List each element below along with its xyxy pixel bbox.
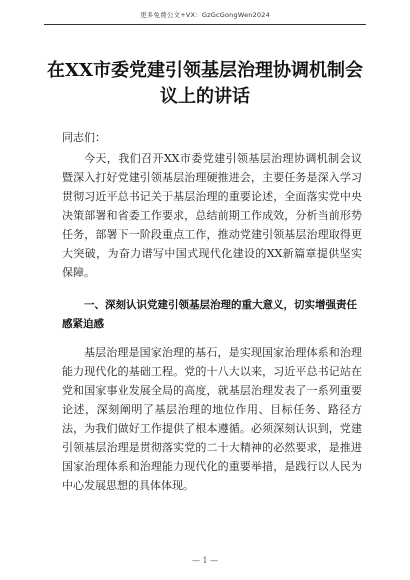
paragraph-intro: 今天，我们召开XX市委党建引领基层治理协调机制会议暨深入打好党建引领基层治理硬推进会，主要任务是深入学习贯彻习近平总书记关于基层治理的重要论述，全面落实党中央决策部署和省委工作要求，总结前期工作成效，分析当前形势任务，部署下一阶段重点工作，推动党建引领基层治理取得更大突破，为奋力谱写中国式现代化建设的XX新篇章提供坚实保障。 (62, 152, 362, 279)
header-note: 更多免费公文+VX：GzGcGongWen2024 (140, 11, 270, 19)
document-title: 在XX市委党建引领基层治理协调机制会议上的讲话 (47, 60, 363, 107)
page-number: — 1 — (191, 556, 219, 565)
paragraph-section-1: 基层治理是国家治理的基石，是实现国家治理体系和治理能力现代化的基础工程。党的十八大以来，习近平总书记站在党和国家事业发展全局的高度，就基层治理发表了一系列重要论述，深刻阐明了基层治理的地位作用、目标任务、路径方法，为我们做好工作提供了根本遵循。必须深刻认识到，党建引领基层治理是贯彻落实党的二十大精神的必然要求，是推进国家治理体系和治理能力现代化的重要举措，是践行以人民为中心发展思想的具体体现。 (62, 346, 362, 492)
section-heading-1: 一、深刻认识党建引领基层治理的重大意义，切实增强责任感紧迫感 (62, 299, 357, 330)
salutation: 同志们： (62, 131, 106, 144)
header-divider (44, 24, 366, 25)
